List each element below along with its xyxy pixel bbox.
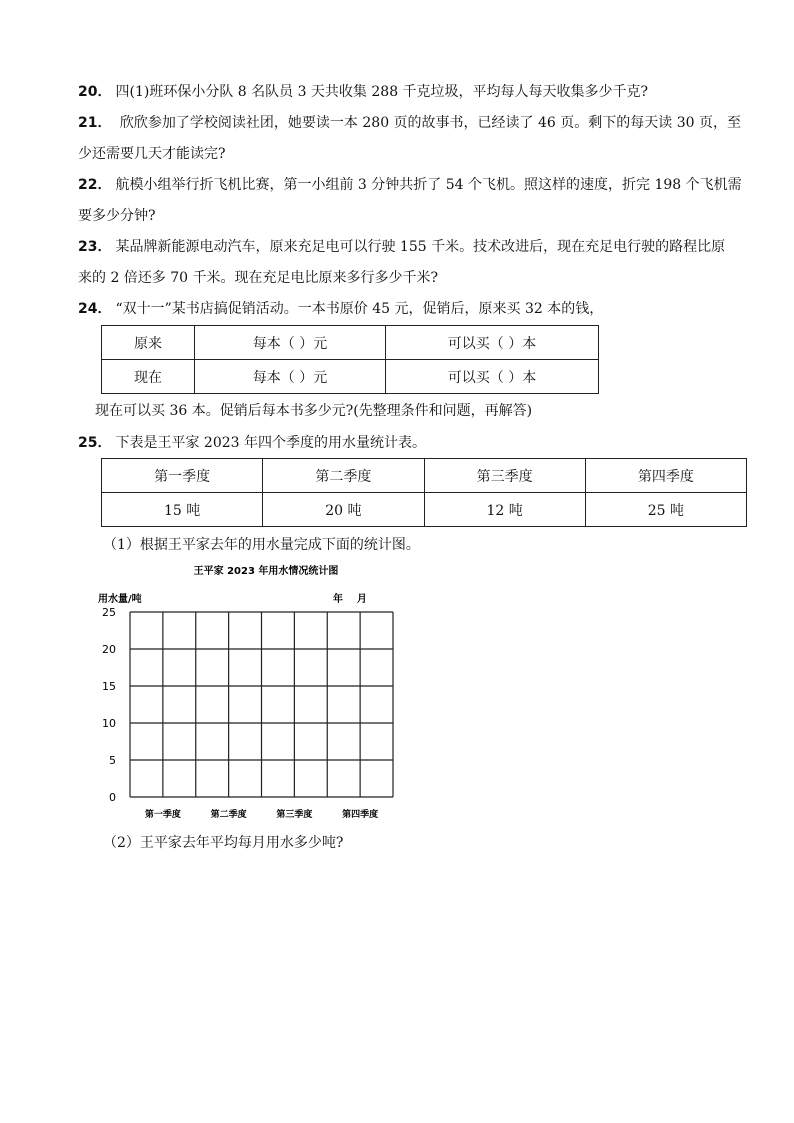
question-text-line2: 来的 2 倍还多 70 千米。现在充足电比原来多行多少千米?: [78, 270, 439, 286]
question-number: 23．: [78, 239, 112, 255]
question-text-line1: 航模小组举行折飞机比赛，第一小组前 3 分钟共折了 54 个飞机。照这样的速度，折完 198 个飞机需: [115, 177, 742, 193]
question-text: 四(1)班环保小分队 8 名队员 3 天共收集 288 千克垃圾，平均每人每天收集多少千克?: [115, 84, 649, 100]
q25-table: [101, 458, 747, 527]
y-axis-label: 用水量/吨: [98, 594, 142, 605]
header-cell: 第二季度: [263, 459, 424, 493]
chart-svg: [90, 560, 420, 830]
price-cell: 每本（ ）元: [195, 326, 386, 360]
question-text-line1: 某品牌新能源电动汽车，原来充足电可以行驶 155 千米。技术改进后，现在充足电行驶的路程比原: [115, 239, 726, 255]
question-number: 25．: [78, 435, 112, 451]
value-cell: 20 吨: [263, 493, 424, 527]
x-tick-label: 第四季度: [342, 810, 379, 820]
x-tick-label: 第三季度: [276, 810, 313, 820]
y-tick-label: 15: [102, 680, 116, 693]
header-cell: 第四季度: [585, 459, 746, 493]
q24-followup: 现在可以买 36 本。促销后每本书多少元?(先整理条件和问题，再解答): [95, 403, 533, 419]
y-tick-label: 25: [102, 606, 116, 619]
y-tick-label: 20: [102, 643, 116, 656]
table-row: [102, 326, 599, 360]
header-cell: 第三季度: [424, 459, 585, 493]
question-text-line2: 少还需要几天才能读完?: [78, 146, 226, 162]
q25-sub2: （2）王平家去年平均每月用水多少吨?: [103, 835, 344, 851]
value-cell: 15 吨: [102, 493, 263, 527]
question-number: 24．: [78, 301, 112, 317]
row-label: 原来: [102, 326, 195, 360]
date-label: 年 月: [333, 594, 367, 605]
q24-table: [101, 325, 599, 394]
row-label: 现在: [102, 360, 195, 394]
question-text: 下表是王平家 2023 年四个季度的用水量统计表。: [115, 435, 427, 451]
question-25: [78, 428, 750, 459]
question-text-line2: 要多少分钟?: [78, 208, 156, 224]
q25-sub1: （1）根据王平家去年的用水量完成下面的统计图。: [103, 537, 420, 553]
table-row: [102, 493, 747, 527]
quantity-cell: 可以买（ ）本: [386, 326, 599, 360]
question-23: [78, 232, 750, 294]
y-tick-label: 10: [102, 717, 116, 730]
price-cell: 每本（ ）元: [195, 360, 386, 394]
question-number: 20．: [78, 84, 112, 100]
question-21: [78, 108, 750, 170]
x-tick-label: 第一季度: [144, 810, 181, 820]
quantity-cell: 可以买（ ）本: [386, 360, 599, 394]
question-22: [78, 170, 750, 232]
water-usage-chart: [90, 560, 420, 830]
value-cell: 12 吨: [424, 493, 585, 527]
table-row: [102, 360, 599, 394]
value-cell: 25 吨: [585, 493, 746, 527]
question-20: [78, 77, 750, 108]
chart-title: 王平家 2023 年用水情况统计图: [193, 566, 339, 577]
y-tick-label: 0: [109, 791, 116, 804]
question-text: “双十一”某书店搞促销活动。一本书原价 45 元，促销后，原来买 32 本的钱，: [115, 301, 604, 317]
x-tick-label: 第二季度: [210, 810, 247, 820]
question-text-line1: 欣欣参加了学校阅读社团，她要读一本 280 页的故事书，已经读了 46 页。剩下的每天读 30 页，至: [115, 115, 741, 131]
question-number: 21．: [78, 115, 112, 131]
question-number: 22．: [78, 177, 112, 193]
header-cell: 第一季度: [102, 459, 263, 493]
chart-grid: [130, 612, 393, 797]
table-header-row: [102, 459, 747, 493]
x-axis-ticks: [145, 808, 378, 820]
y-tick-label: 5: [109, 754, 116, 767]
question-24: [78, 294, 750, 325]
y-axis-ticks: [102, 606, 116, 804]
